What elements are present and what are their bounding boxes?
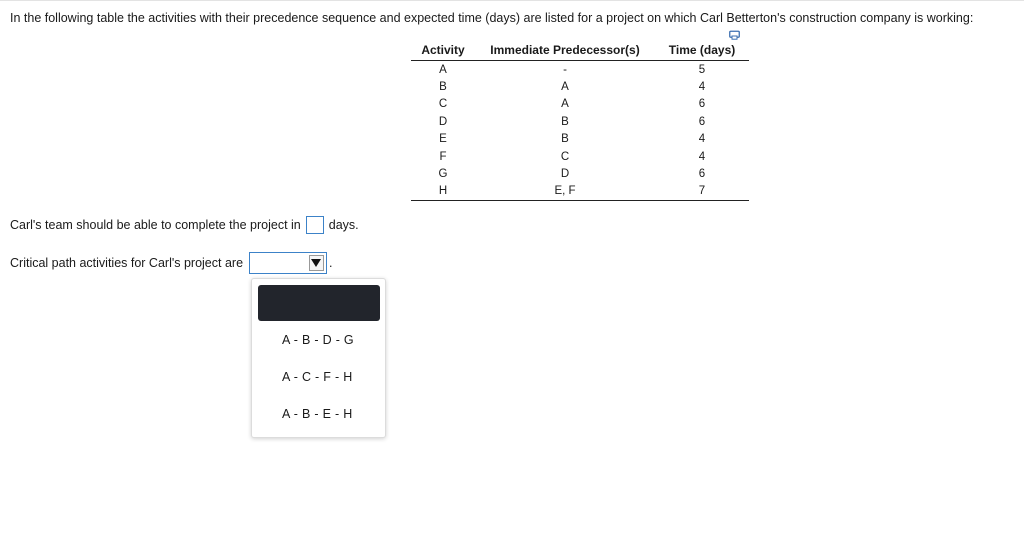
completion-question-suffix: days.	[328, 218, 359, 232]
cell-time: 4	[698, 81, 706, 94]
table-row	[411, 131, 749, 148]
table-row	[411, 148, 749, 165]
table-row	[411, 113, 749, 130]
table-row	[411, 61, 749, 79]
completion-question-label: Carl's team should be able to complete the project in	[10, 218, 301, 232]
header-activity: Activity	[411, 41, 475, 61]
cell-predecessor: -	[563, 63, 567, 76]
cell-time: 6	[698, 168, 706, 181]
critical-path-dropdown-menu	[251, 278, 386, 438]
cell-activity: E	[439, 133, 447, 146]
cell-time: 4	[698, 150, 706, 163]
print-icon[interactable]	[729, 30, 740, 40]
cell-activity: G	[438, 168, 448, 181]
cell-time: 7	[655, 183, 749, 201]
cell-time: 6	[698, 98, 706, 111]
table-header-row	[411, 41, 749, 61]
cell-predecessor: B	[561, 133, 569, 146]
dropdown-arrow-icon[interactable]	[309, 255, 324, 271]
dropdown-option[interactable]: A - C - F - H	[282, 370, 353, 384]
activity-table	[411, 41, 749, 201]
header-predecessor: Immediate Predecessor(s)	[475, 41, 655, 61]
cell-activity: H	[411, 183, 475, 201]
cell-predecessor: A	[561, 98, 569, 111]
cell-time: 4	[698, 133, 706, 146]
table-row	[411, 78, 749, 95]
cell-predecessor: E, F	[475, 183, 655, 201]
table-row	[411, 96, 749, 113]
table-row	[411, 165, 749, 182]
cell-time: 6	[698, 115, 706, 128]
top-divider	[0, 0, 1024, 1]
cell-activity: B	[439, 81, 447, 94]
critical-path-select[interactable]	[249, 252, 327, 274]
completion-question	[10, 216, 359, 234]
header-time: Time (days)	[655, 41, 749, 61]
cell-activity: C	[438, 98, 448, 111]
cell-predecessor: A	[561, 81, 569, 94]
dropdown-option[interactable]: A - B - D - G	[282, 333, 354, 347]
critical-path-label: Critical path activities for Carl's project are	[10, 256, 244, 270]
table-row	[411, 183, 749, 201]
cell-activity: D	[438, 115, 448, 128]
critical-path-suffix: .	[329, 256, 333, 270]
intro-text: In the following table the activities with their precedence sequence and expected time (days) are listed for a project on which Carl Betterton's construction company is working:	[10, 11, 974, 25]
cell-predecessor: C	[560, 150, 570, 163]
cell-activity: A	[439, 63, 447, 76]
dropdown-option[interactable]: A - B - E - H	[282, 407, 353, 421]
dropdown-option-blank[interactable]	[258, 285, 380, 321]
cell-time: 5	[698, 63, 706, 76]
completion-days-input[interactable]	[306, 216, 324, 234]
cell-predecessor: B	[561, 115, 569, 128]
cell-activity: F	[439, 150, 447, 163]
critical-path-question	[10, 252, 333, 274]
cell-predecessor: D	[560, 168, 570, 181]
